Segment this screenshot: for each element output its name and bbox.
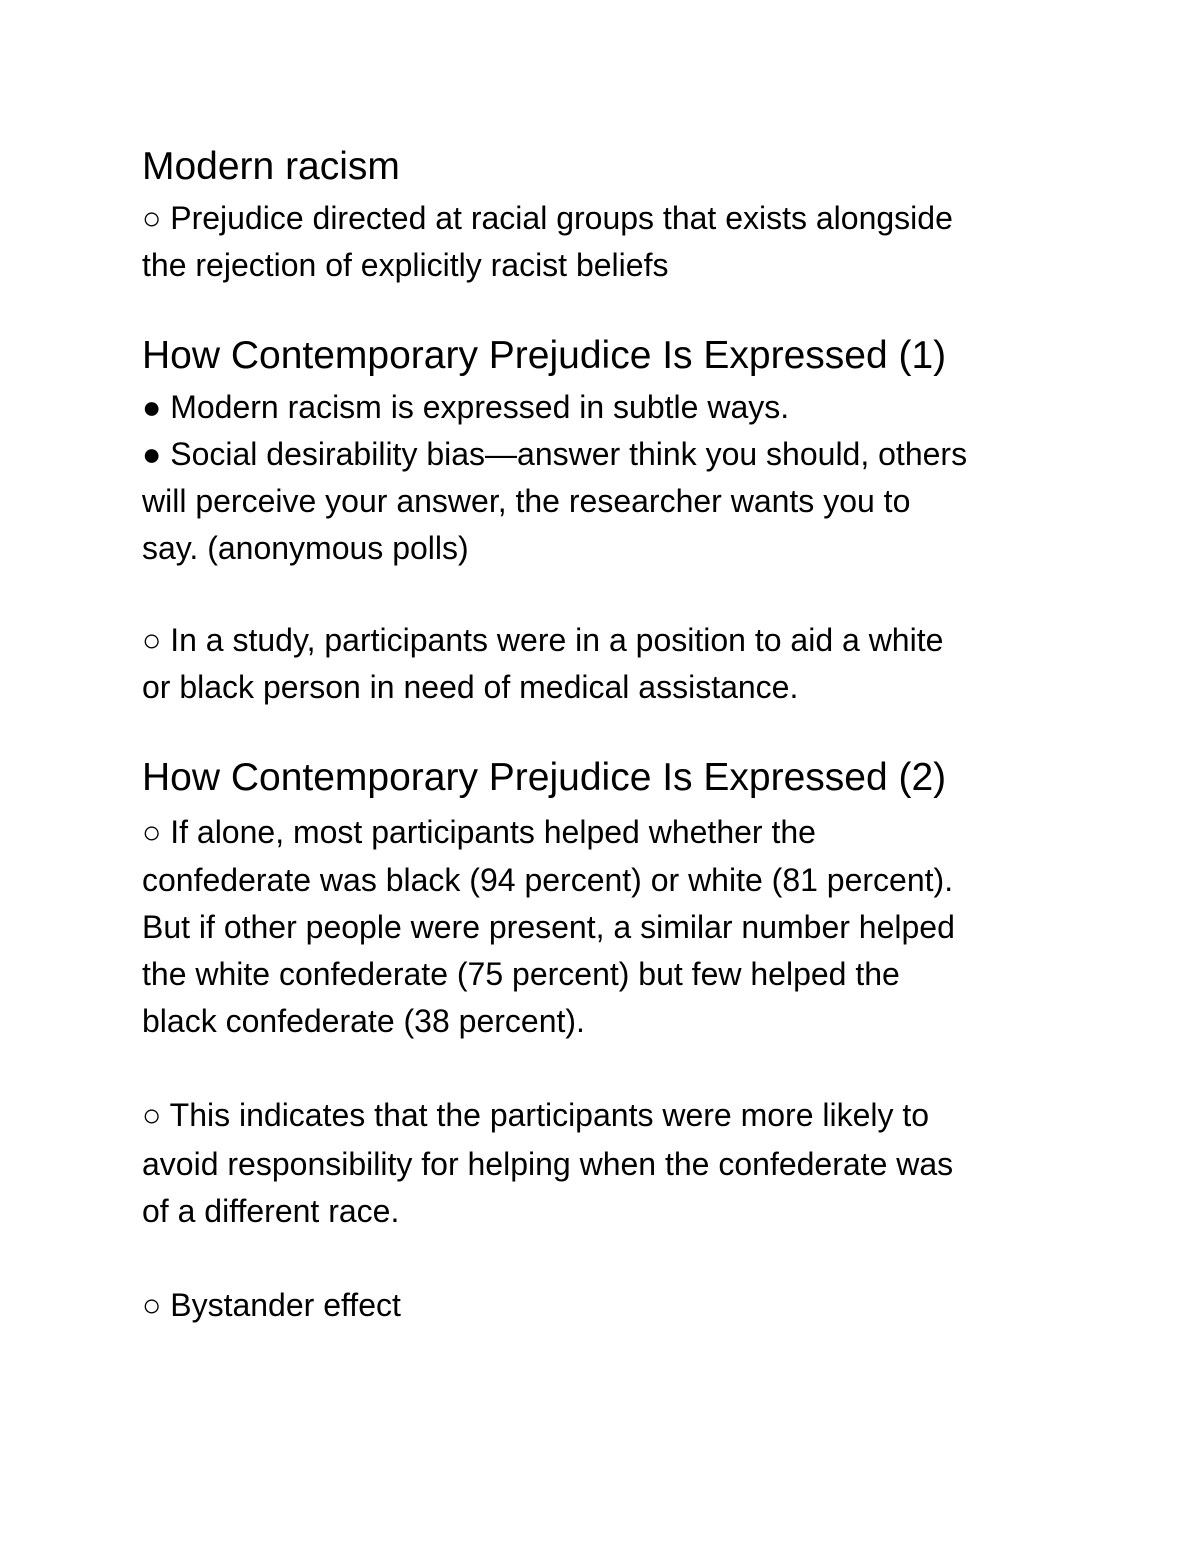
text-line: of a different race. [142,1193,400,1229]
text-line: ○ If alone, most participants helped whether the [142,814,816,850]
text-line: ○ Prejudice directed at racial groups that exists alongside [142,200,953,236]
text-line: ○ In a study, participants were in a position to aid a white [142,622,944,658]
text-line: say. (anonymous polls) [142,530,469,566]
bullet-line: ● Social desirability bias—answer think you should, others [142,436,968,472]
text-line: avoid responsibility for helping when the confederate was [142,1146,954,1182]
section-heading-contemporary-prejudice-2: How Contemporary Prejudice Is Expressed (2) [142,756,947,799]
text-line: black confederate (38 percent). [142,1003,585,1039]
text-line: will perceive your answer, the researcher wants you to [142,483,911,519]
text-line: confederate was black (94 percent) or white (81 percent). [142,862,954,898]
text-line: the white confederate (75 percent) but few helped the [142,956,900,992]
text-line: ○ Bystander effect [142,1287,401,1323]
bullet-line: ● Modern racism is expressed in subtle ways. [142,389,790,425]
text-line: ○ This indicates that the participants were more likely to [142,1097,930,1133]
text-line: the rejection of explicitly racist beliefs [142,247,669,283]
section-heading-modern-racism: Modern racism [142,145,400,188]
text-line: But if other people were present, a similar number helped [142,909,955,945]
text-line: or black person in need of medical assistance. [142,669,799,705]
section-heading-contemporary-prejudice-1: How Contemporary Prejudice Is Expressed (1) [142,334,947,377]
